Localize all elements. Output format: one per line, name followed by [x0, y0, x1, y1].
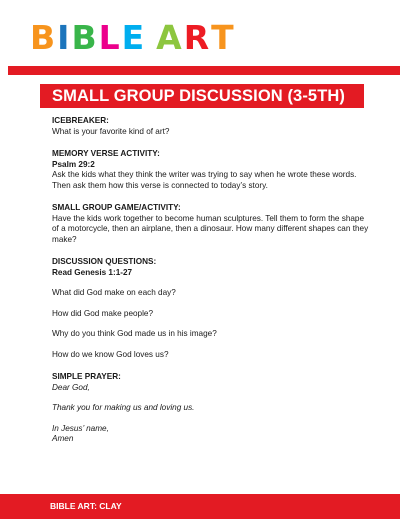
spacer — [52, 245, 382, 257]
spacer — [52, 360, 382, 372]
discussion-reference: Read Genesis 1:1-27 — [52, 267, 133, 277]
icebreaker-heading: ICEBREAKER: — [52, 116, 109, 125]
memory-verse-heading: MEMORY VERSE ACTIVITY: — [52, 149, 160, 158]
spacer — [52, 278, 382, 288]
spacer — [52, 299, 382, 309]
game-line: make? — [52, 234, 77, 244]
top-red-rule — [8, 66, 400, 75]
footer-label: BIBLE ART: CLAY — [50, 501, 122, 511]
game-heading: SMALL GROUP GAME/ACTIVITY: — [52, 203, 181, 212]
prayer-amen: Amen — [52, 434, 74, 443]
logo-letter: R — [183, 18, 212, 57]
discussion-question: How do we know God loves us? — [52, 349, 169, 359]
logo-letter: L — [98, 18, 122, 57]
prayer-greeting: Dear God, — [52, 382, 90, 392]
spacer — [52, 191, 382, 203]
discussion-question: How did God make people? — [52, 308, 154, 318]
logo-letter: E — [121, 18, 147, 57]
spacer — [52, 340, 382, 350]
discussion-question: What did God make on each day? — [52, 288, 176, 297]
memory-verse-line: Then ask them how this verse is connected to today’s story. — [52, 180, 268, 190]
page-title: SMALL GROUP DISCUSSION (3-5TH) — [52, 87, 345, 105]
lesson-content — [52, 116, 382, 445]
logo-letter: B — [71, 18, 99, 57]
spacer — [52, 319, 382, 329]
icebreaker-text: What is your favorite kind of art? — [52, 126, 170, 136]
memory-verse-reference: Psalm 29:2 — [52, 159, 95, 169]
prayer-heading: SIMPLE PRAYER: — [52, 372, 121, 381]
logo-letter: T — [211, 18, 236, 57]
memory-verse-line: Ask the kids what they think the writer was trying to say when he wrote these words. — [52, 170, 357, 179]
spacer — [52, 414, 382, 424]
logo-letter: A — [156, 18, 184, 57]
spacer — [52, 393, 382, 403]
discussion-question: Why do you think God made us in his image? — [52, 329, 217, 338]
logo-letter: B — [30, 18, 58, 57]
logo-letter: I — [57, 18, 72, 57]
spacer — [52, 137, 382, 149]
discussion-heading: DISCUSSION QUESTIONS: — [52, 257, 157, 266]
game-line: of a motorcycle, then an airplane, then a dinosaur. How many different shapes can they — [52, 224, 369, 233]
game-line: Have the kids work together to become human sculptures. Tell them to form the shape — [52, 213, 365, 223]
prayer-closing: In Jesus’ name, — [52, 423, 109, 433]
prayer-body: Thank you for making us and loving us. — [52, 403, 195, 412]
bible-art-logo — [30, 18, 236, 58]
